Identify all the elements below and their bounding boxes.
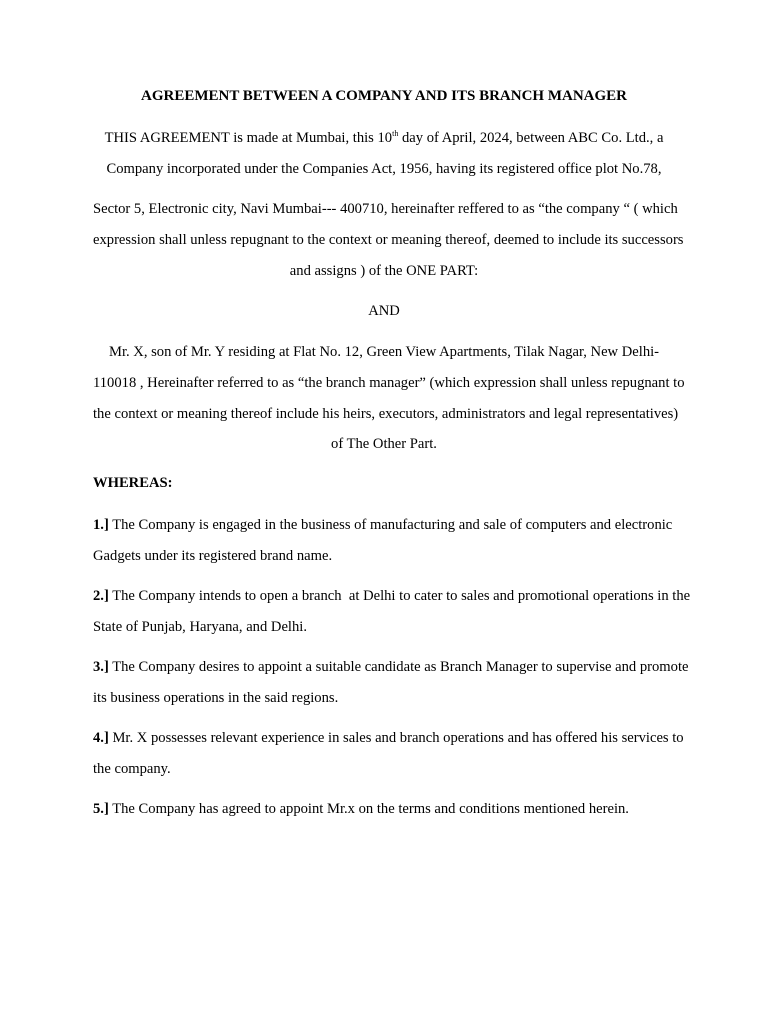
clause-text: The Company is engaged in the business of manufacturing and sale of computers and electronic <box>108 517 673 533</box>
intro-line-2: Company incorporated under the Companies Act, 1956, having its registered office plot No.78, <box>106 160 662 177</box>
clause-number: 5.] <box>93 801 109 817</box>
intro-continuation-paragraph <box>93 194 684 286</box>
second-party-line-2: 110018 , Hereinafter referred to as “the branch manager” (which expression shall unless repugnant to <box>93 374 685 391</box>
second-party-line-3: the context or meaning thereof include his heirs, executors, administrators and legal representatives) <box>93 405 679 422</box>
recital-clause <box>93 794 675 825</box>
intro-cont-line-2: expression shall unless repugnant to the context or meaning thereof, deemed to include its successors <box>93 231 684 248</box>
clause-text: State of Punjab, Haryana, and Delhi. <box>93 618 307 635</box>
clause-number: 4.] <box>93 730 109 746</box>
clause-text: Gadgets under its registered brand name. <box>93 547 333 564</box>
recital-clause <box>93 581 691 643</box>
clause-text: The Company intends to open a branch at Delhi to cater to sales and promotional operations in the <box>108 588 691 604</box>
intro-cont-line-3: and assigns ) of the ONE PART: <box>289 262 479 279</box>
document-page <box>93 0 691 1024</box>
recital-clause <box>93 652 689 714</box>
clause-number: 1.] <box>93 517 109 533</box>
clause-text: its business operations in the said regions. <box>93 689 339 706</box>
clause-text: The Company has agreed to appoint Mr.x on the terms and conditions mentioned herein. <box>108 801 629 817</box>
and-separator: AND <box>368 303 400 319</box>
second-party-line-1: Mr. X, son of Mr. Y residing at Flat No. 12, Green View Apartments, Tilak Nagar, New Delhi- <box>108 344 660 360</box>
intro-paragraph <box>93 123 675 185</box>
clause-number: 3.] <box>93 659 109 675</box>
intro-cont-line-1: Sector 5, Electronic city, Navi Mumbai--- 400710, hereinafter reffered to as “the company “ ( which <box>93 201 678 217</box>
second-party-paragraph <box>93 337 685 460</box>
clause-number: 2.] <box>93 588 109 604</box>
clause-text: Mr. X possesses relevant experience in sales and branch operations and has offered his services to <box>108 730 684 746</box>
ordinal-suffix: th <box>392 129 399 139</box>
document-title: AGREEMENT BETWEEN A COMPANY AND ITS BRANCH MANAGER <box>140 88 628 104</box>
clause-text: the company. <box>93 760 171 777</box>
whereas-heading: WHEREAS: <box>93 475 173 491</box>
clause-text: The Company desires to appoint a suitable candidate as Branch Manager to supervise and promote <box>108 659 689 675</box>
second-party-line-4: of The Other Part. <box>331 436 437 453</box>
intro-line-1: THIS AGREEMENT is made at Mumbai, this 10th day of April, 2024, between ABC Co. Ltd., a <box>104 129 664 146</box>
recital-clause <box>93 723 684 785</box>
recital-clause <box>93 510 675 572</box>
